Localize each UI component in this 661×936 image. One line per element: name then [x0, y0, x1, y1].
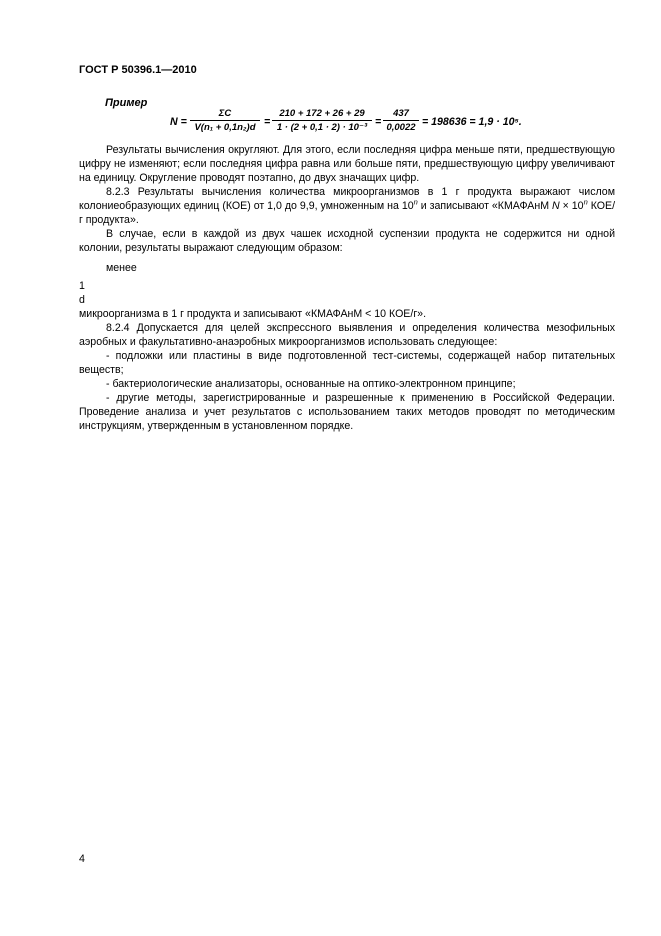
p823-text-b: и записывают «КМАФАнМ: [417, 200, 553, 212]
p823-text-a: 8.2.3 Результаты вычисления количества микроорганизмов в 1 г продукта выражают числом колониеобразующих единиц (КОЕ) от 1,0 до 9,9, умноженным на 10: [79, 186, 615, 212]
list-item-plates: - подложки или пластины в виде подготовленной тест-системы, содержащей набор питательных веществ;: [79, 350, 615, 376]
fraction-2-denominator: 1 · (2 + 0,1 · 2) · 10⁻³: [276, 122, 368, 133]
fraction-3-denominator: 0,0022: [386, 122, 416, 133]
p823-text-d: КОЕ/г продукта».: [79, 200, 616, 226]
document-header: ГОСТ Р 50396.1—2010: [79, 64, 197, 76]
less-prefix: менее: [106, 262, 137, 274]
example-formula: [170, 106, 550, 138]
formula-result: = 198636 = 1,9 · 10⁵.: [422, 116, 522, 128]
fraction-2-numerator: 210 + 172 + 26 + 29: [279, 108, 365, 119]
paragraph-8-2-3: [79, 185, 615, 227]
less-fraction-denominator: d: [79, 294, 85, 306]
example-label: Пример: [105, 97, 148, 109]
paragraph-8-2-4: 8.2.4 Допускается для целей экспрессного выявления и определения количества мезофильных аэробных и факультативно-анаэробных микроорганизмов использовать следующее:: [79, 322, 615, 348]
list-item-analyzers: - бактериологические анализаторы, основанные на оптико-электронном принципе;: [106, 378, 516, 390]
formula-equals-2: =: [375, 116, 382, 128]
p823-variable-n: N: [552, 200, 560, 212]
paragraph-no-colonies: В случае, если в каждой из двух чашек исходной суспензии продукта не содержится ни одной колонии, результаты выражают следующим образом:: [79, 228, 615, 254]
formula-fraction-3: [383, 108, 419, 133]
paragraph-rounding: Результаты вычисления округляют. Для этого, если последняя цифра меньше пяти, предшествующую цифру не изменяют; если последняя цифра равна или больше пяти, предшествующую цифру увеличивают на единицу. Округление проводят поэтапно, до двух значащих цифр.: [79, 144, 615, 184]
formula-equals-1: =: [264, 116, 271, 128]
less-fraction-numerator: 1: [79, 280, 85, 292]
fraction-1-numerator: ΣC: [218, 108, 232, 119]
p823-exponent-2: n: [583, 197, 588, 207]
formula-fraction-2: [272, 108, 372, 133]
p823-exponent: n: [413, 197, 418, 207]
body-text: [79, 143, 615, 433]
p823-text-c: × 10: [559, 200, 584, 212]
page-number: 4: [79, 853, 85, 865]
list-item-other-methods: - другие методы, зарегистрированные и разрешенные к применению в Российской Федерации. Проведение анализа и учет результатов с использованием таких методов проводят по методическим инструкциям, утвержденным в установленном порядке.: [79, 392, 615, 432]
formula-lhs: N =: [170, 116, 187, 128]
fraction-1-denominator: V(n₁ + 0,1n₂)d: [194, 122, 256, 133]
formula-fraction-1: [190, 108, 260, 133]
fraction-3-numerator: 437: [393, 108, 409, 119]
paragraph-less-than: [79, 257, 615, 279]
less-suffix: микроорганизма в 1 г продукта и записывают «КМАФАнМ < 10 КОЕ/г».: [79, 308, 427, 320]
